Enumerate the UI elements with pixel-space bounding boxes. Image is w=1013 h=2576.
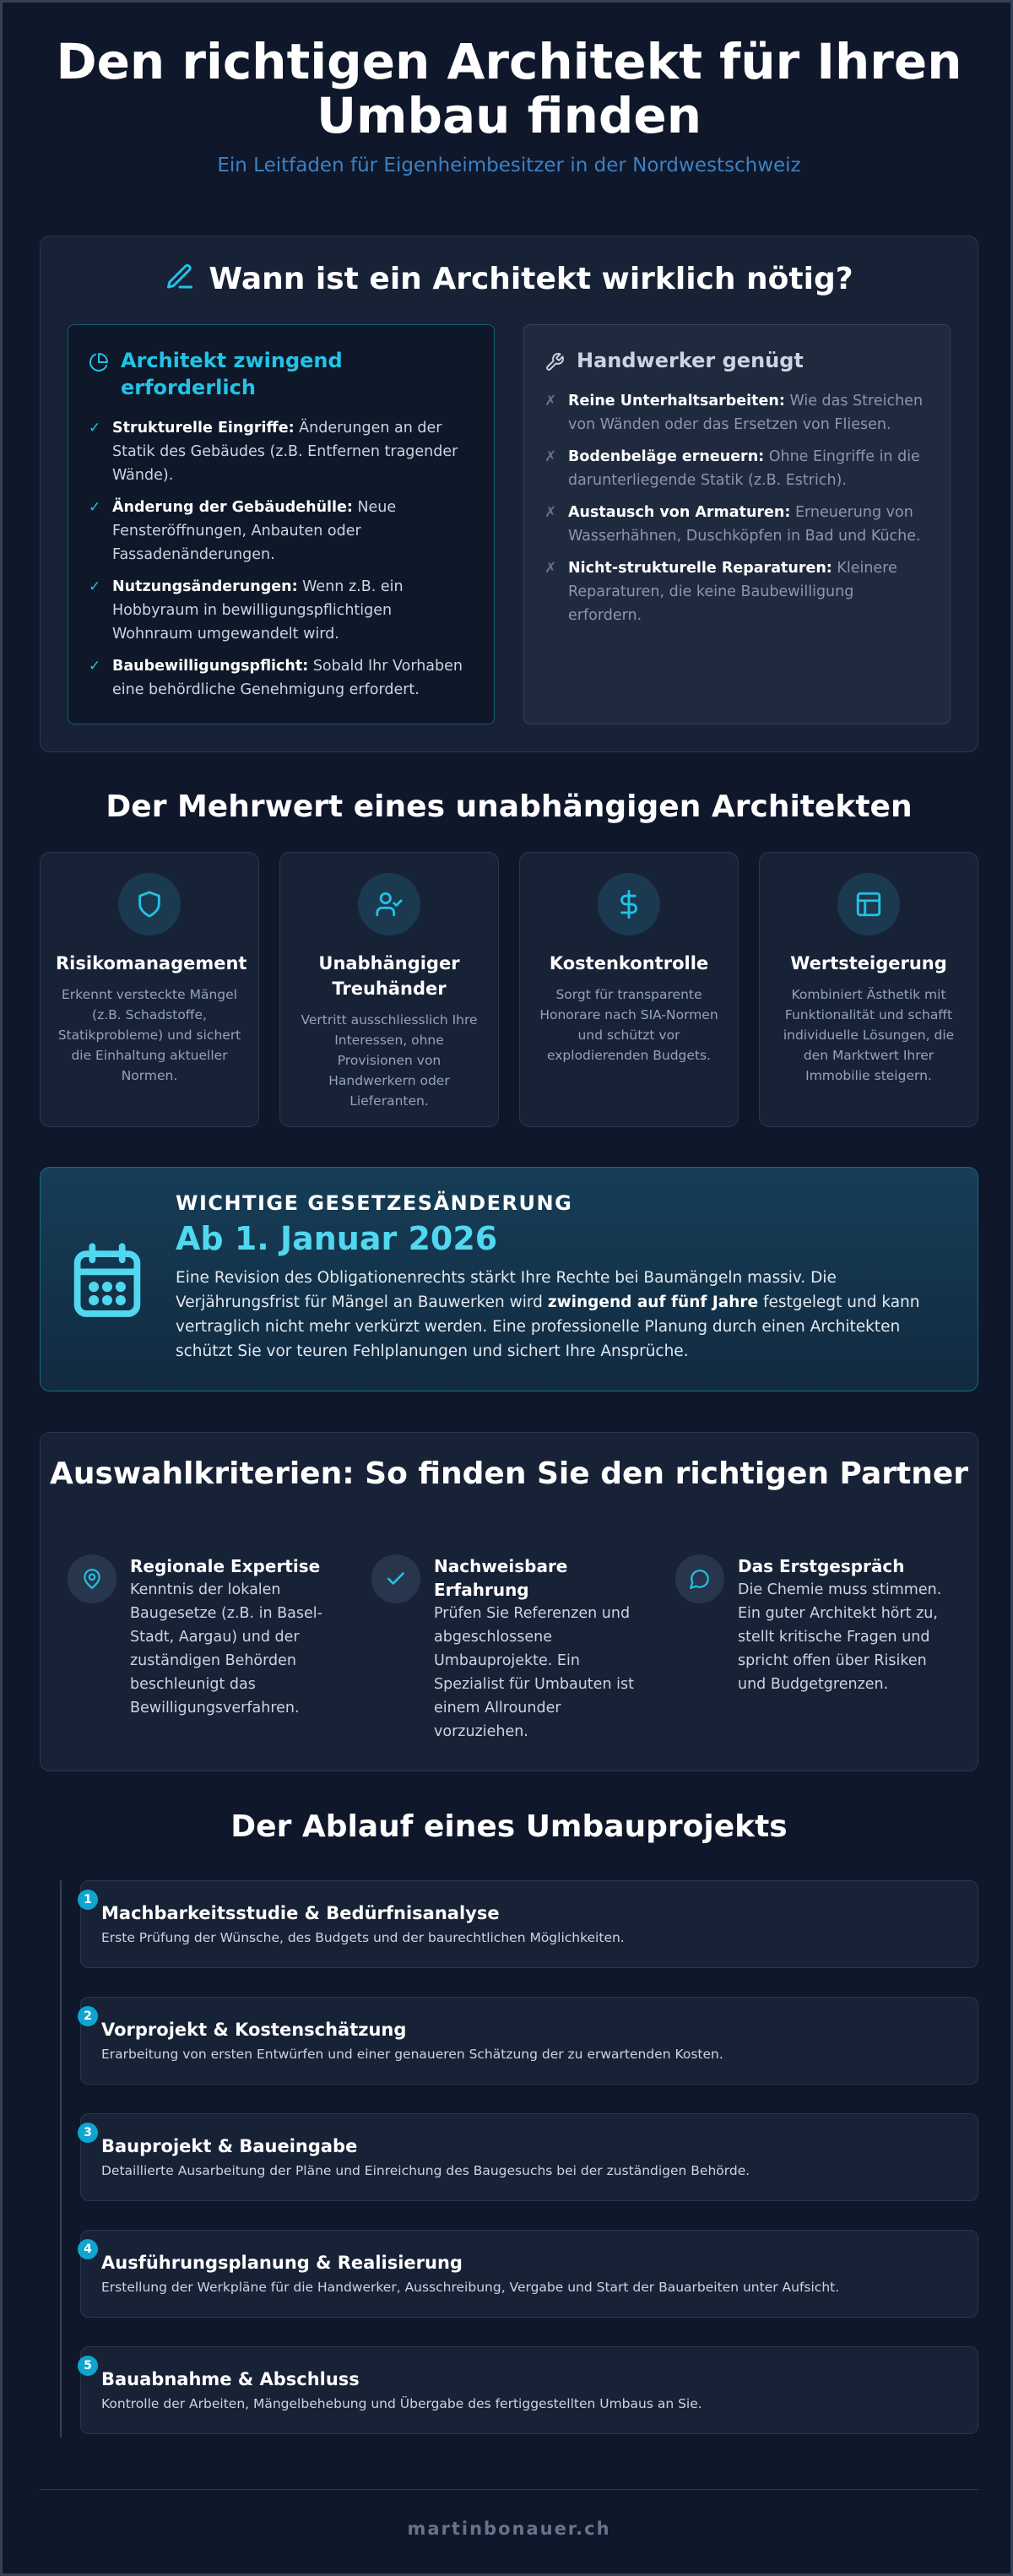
step-title: Bauprojekt & Baueingabe (101, 2136, 358, 2156)
list-item: ✗ Reine Unterhaltsarbeiten: Wie das Streichen von Wänden oder das Ersetzen von Fliesen. (544, 389, 929, 437)
layout-icon (854, 890, 883, 919)
process-step (80, 1997, 978, 2085)
process-step (80, 1880, 978, 1968)
card-text: Sorgt für transparente Honorare nach SIA-Normen und schützt vor explodierenden Budgets. (539, 987, 718, 1063)
criteria-section (40, 1432, 978, 1771)
criteria-text: Prüfen Sie Referenzen und abgeschlossene Umbauprojekte. Ein Spezialist für Umbauten ist einem Allrounder vorzuziehen. (434, 1605, 634, 1740)
process-title: Der Ablauf eines Umbauprojekts (230, 1809, 788, 1844)
step-number: 5 (78, 2356, 98, 2376)
card-text: Kombiniert Ästhetik mit Funktionalität und schafft individuelle Lösungen, die den Marktwert Ihrer Immobilie steigern. (783, 987, 955, 1083)
list-item: ✓ Baubewilligungspflicht: Sobald Ihr Vorhaben eine behördliche Genehmigung erfordert. (89, 654, 474, 702)
craftsman-heading: Handwerker genügt (544, 347, 929, 374)
value-card-value (759, 852, 978, 1127)
list-item: ✓ Änderung der Gebäudehülle: Neue Fensteröffnungen, Anbauten oder Fassadenänderungen. (89, 496, 474, 567)
check-icon: ✓ (89, 499, 101, 516)
law-change-banner (40, 1167, 978, 1391)
step-title: Vorprojekt & Kostenschätzung (101, 2020, 407, 2040)
criteria-title: Auswahlkriterien: So finden Sie den richtigen Partner (49, 1456, 968, 1491)
dollar-icon (615, 890, 643, 919)
cross-icon: ✗ (544, 504, 557, 521)
card-text: Vertritt ausschliesslich Ihre Interessen, ohne Provisionen von Handwerkern oder Lieferanten. (301, 1012, 478, 1109)
wrench-icon (544, 352, 565, 372)
list-item: ✓ Strukturelle Eingriffe: Änderungen an der Statik des Gebäudes (z.B. Entfernen tragender Wände). (89, 416, 474, 487)
card-title: Risikomanagement (56, 953, 247, 973)
user-check-icon (375, 890, 404, 919)
calendar-icon (71, 1242, 144, 1320)
step-text: Kontrolle der Arbeiten, Mängelbehebung und Übergabe des fertiggestellten Umbaus an Sie. (101, 2396, 702, 2411)
law-text: Eine Revision des Obligationenrechts stärkt Ihre Rechte bei Baumängeln massiv. Die Verjährungsfrist für Mängel an Bauwerken wird zwingend auf fünf Jahre festgelegt und kann vertraglich nicht mehr verkürzt werden. Eine professionelle Planung durch einen Architekten schützt Sie vor teuren Fehlplanungen und sichert Ihre Ansprüche. (176, 1269, 920, 1360)
list-item: ✓ Nutzungsänderungen: Wenn z.B. ein Hobbyraum in bewilligungspflichtigen Wohnraum umgewandelt wird. (89, 575, 474, 646)
step-title: Ausführungsplanung & Realisierung (101, 2253, 463, 2273)
card-text: Erkennt versteckte Mängel (z.B. Schadstoffe, Statikprobleme) und sichert die Einhaltung aktueller Normen. (57, 987, 241, 1083)
chat-bubble-icon (689, 1568, 711, 1590)
criteria-heading: Das Erstgespräch (738, 1556, 905, 1576)
criteria-experience (371, 1554, 650, 1744)
check-icon: ✓ (89, 578, 101, 595)
architect-required-column (68, 324, 495, 724)
step-text: Detaillierte Ausarbeitung der Pläne und Einreichung des Baugesuchs bei der zuständigen Behörde. (101, 2163, 750, 2178)
value-card-risk (40, 852, 259, 1127)
page-subtitle: Ein Leitfaden für Eigenheimbesitzer in der Nordwestschweiz (217, 155, 801, 176)
cross-icon: ✗ (544, 393, 557, 409)
cross-icon: ✗ (544, 448, 557, 465)
step-text: Erarbeitung von ersten Entwürfen und einer genaueren Schätzung der zu erwartenden Kosten. (101, 2047, 723, 2062)
card-title: Unabhängiger Treuhänder (318, 953, 460, 999)
architect-required-heading: Architekt zwingend erforderlich (89, 347, 474, 401)
criteria-regional (68, 1554, 346, 1720)
pencil-icon (165, 262, 195, 292)
step-number: 3 (78, 2123, 98, 2143)
pie-chart-icon (89, 352, 109, 372)
criteria-text: Kenntnis der lokalen Baugesetze (z.B. in Basel-Stadt, Aargau) und der zuständigen Behörden beschleunigt das Bewilligungsverfahren. (130, 1581, 322, 1716)
list-item: ✗ Bodenbeläge erneuern: Ohne Eingriffe in die darunterliegende Statik (z.B. Estrich). (544, 445, 929, 492)
process-step (80, 2113, 978, 2201)
step-text: Erste Prüfung der Wünsche, des Budgets und der baurechtlichen Möglichkeiten. (101, 1930, 625, 1945)
shield-icon (135, 890, 164, 919)
law-date: Ab 1. Januar 2026 (176, 1220, 498, 1257)
timeline-line (60, 1880, 62, 2438)
process-step (80, 2230, 978, 2318)
necessity-section (40, 236, 978, 752)
criteria-heading: Nachweisbare Erfahrung (434, 1556, 568, 1600)
step-title: Bauabnahme & Abschluss (101, 2369, 360, 2389)
step-text: Erstellung der Werkpläne für die Handwerker, Ausschreibung, Vergabe und Start der Bauarbeiten unter Aufsicht. (101, 2280, 840, 2295)
check-icon (385, 1568, 407, 1590)
craftsman-list (544, 389, 929, 627)
criteria-text: Die Chemie muss stimmen. Ein guter Architekt hört zu, stellt kritische Fragen und spricht offen über Risiken und Budgetgrenzen. (738, 1581, 942, 1693)
process-step (80, 2346, 978, 2434)
cross-icon: ✗ (544, 560, 557, 577)
check-icon: ✓ (89, 658, 101, 675)
required-list (89, 416, 474, 702)
value-card-cost (519, 852, 739, 1127)
necessity-title: Wann ist ein Architekt wirklich nötig? (41, 262, 978, 296)
card-title: Wertsteigerung (790, 953, 947, 973)
map-pin-icon (81, 1568, 103, 1590)
step-number: 4 (78, 2239, 98, 2259)
value-title: Der Mehrwert eines unabhängigen Architekten (106, 789, 913, 824)
craftsman-column (523, 324, 951, 724)
value-card-trustee (279, 852, 499, 1127)
criteria-heading: Regionale Expertise (130, 1556, 321, 1576)
list-item: ✗ Nicht-strukturelle Reparaturen: Kleinere Reparaturen, die keine Baubewilligung erfordern. (544, 556, 929, 627)
footer-link[interactable]: martinbonauer.ch (407, 2519, 611, 2539)
header (40, 35, 978, 176)
criteria-first-meeting (675, 1554, 954, 1696)
page-title: Den richtigen Architekt für Ihren Umbau finden (56, 33, 962, 144)
step-number: 1 (78, 1890, 98, 1910)
list-item: ✗ Austausch von Armaturen: Erneuerung von Wasserhähnen, Duschköpfen in Bad und Küche. (544, 501, 929, 548)
footer-divider (40, 2489, 978, 2490)
step-title: Machbarkeitsstudie & Bedürfnisanalyse (101, 1903, 500, 1923)
step-number: 2 (78, 2006, 98, 2026)
check-icon: ✓ (89, 420, 101, 437)
law-kicker: WICHTIGE GESETZESÄNDERUNG (176, 1191, 573, 1215)
card-title: Kostenkontrolle (549, 953, 709, 973)
